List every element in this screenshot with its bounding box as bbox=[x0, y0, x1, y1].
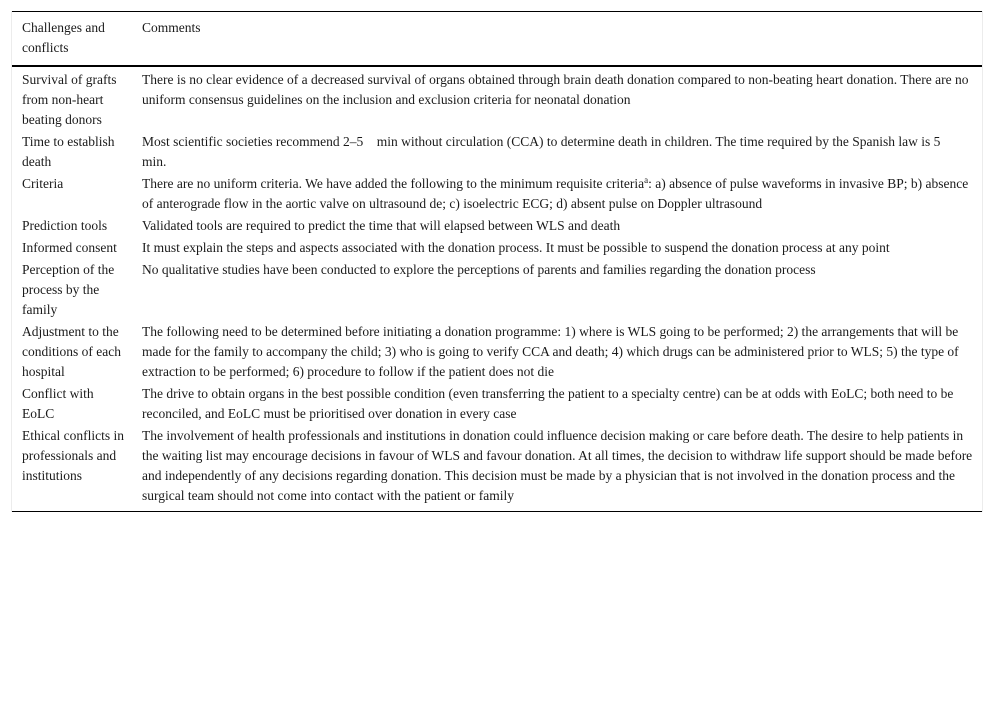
comment-cell: The drive to obtain organs in the best possible condition (even transferring the patient to a specialty centre) can be at odds with EoLC; both need to be reconciled, and EoLC must be prioritised over donation in every case bbox=[142, 386, 954, 421]
table-row bbox=[12, 258, 982, 320]
table-container bbox=[11, 11, 983, 512]
table-row bbox=[12, 382, 982, 424]
challenge-cell: Perception of the process by the family bbox=[22, 262, 115, 317]
comment-text: There are no uniform criteria. We have added the following to the minimum requisite criteria bbox=[142, 176, 645, 191]
comment-cell: There is no clear evidence of a decreased survival of organs obtained through brain death donation compared to non-beating heart donation. There are no uniform consensus guidelines on the inclusion and exclusion criteria for neonatal donation bbox=[142, 72, 969, 107]
comment-cell: Most scientific societies recommend 2–5 min without circulation (CCA) to determine death in children. The time required by the Spanish law is 5 min. bbox=[142, 134, 954, 169]
table-row bbox=[12, 424, 982, 512]
table-row bbox=[12, 172, 982, 214]
comment-cell: The involvement of health professionals and institutions in donation could influence decision making or care before death. The desire to help patients in the waiting list may encourage decisions in favour of WLS and favour donation. At all times, the decision to withdraw life support should be made before and independently of any decisions regarding donation. This decision must be made by a physician that is not involved in the donation process and the surgical team should not come into contact with the patient or family bbox=[142, 428, 973, 503]
challenge-cell: Conflict with EoLC bbox=[22, 386, 94, 421]
table-row bbox=[12, 236, 982, 258]
comment-cell: No qualitative studies have been conducted to explore the perceptions of parents and families regarding the donation process bbox=[142, 262, 816, 277]
table-header-row bbox=[12, 12, 982, 67]
header-comments: Comments bbox=[142, 20, 201, 35]
challenge-cell: Criteria bbox=[22, 176, 64, 191]
comment-cell: It must explain the steps and aspects associated with the donation process. It must be possible to suspend the donation process at any point bbox=[142, 240, 890, 255]
challenges-table bbox=[12, 11, 982, 512]
challenge-cell: Adjustment to the conditions of each hospital bbox=[22, 324, 121, 379]
table-row bbox=[12, 214, 982, 236]
comment-cell: The following need to be determined before initiating a donation programme: 1) where is WLS going to be performed; 2) the arrangements that will be made for the family to accompany the child; 3) who is going to verify CCA and death; 4) which drugs can be administered prior to WLS; 5) the type of extraction to be performed; 6) procedure to follow if the patient does not die bbox=[142, 324, 959, 379]
header-challenges: Challenges and conflicts bbox=[22, 20, 105, 55]
challenge-cell: Survival of grafts from non-heart beating donors bbox=[22, 72, 117, 127]
challenge-cell: Time to establish death bbox=[22, 134, 115, 169]
comment-cell bbox=[132, 172, 982, 214]
table-row bbox=[12, 320, 982, 382]
challenge-cell: Ethical conflicts in professionals and institutions bbox=[22, 428, 124, 483]
comment-text: : a) absence of pulse waveforms in invasive BP; b) absence of anterograde flow in the aortic valve on ultrasound de; c) isoelectric ECG; d) absent pulse on Doppler ultrasound bbox=[142, 176, 969, 211]
comment-cell: Validated tools are required to predict the time that will elapsed between WLS and death bbox=[142, 218, 621, 233]
footnote-marker: a bbox=[644, 175, 649, 185]
challenge-cell: Prediction tools bbox=[22, 218, 108, 233]
challenge-cell: Informed consent bbox=[22, 240, 117, 255]
table-row bbox=[12, 130, 982, 172]
table-row bbox=[12, 66, 982, 130]
